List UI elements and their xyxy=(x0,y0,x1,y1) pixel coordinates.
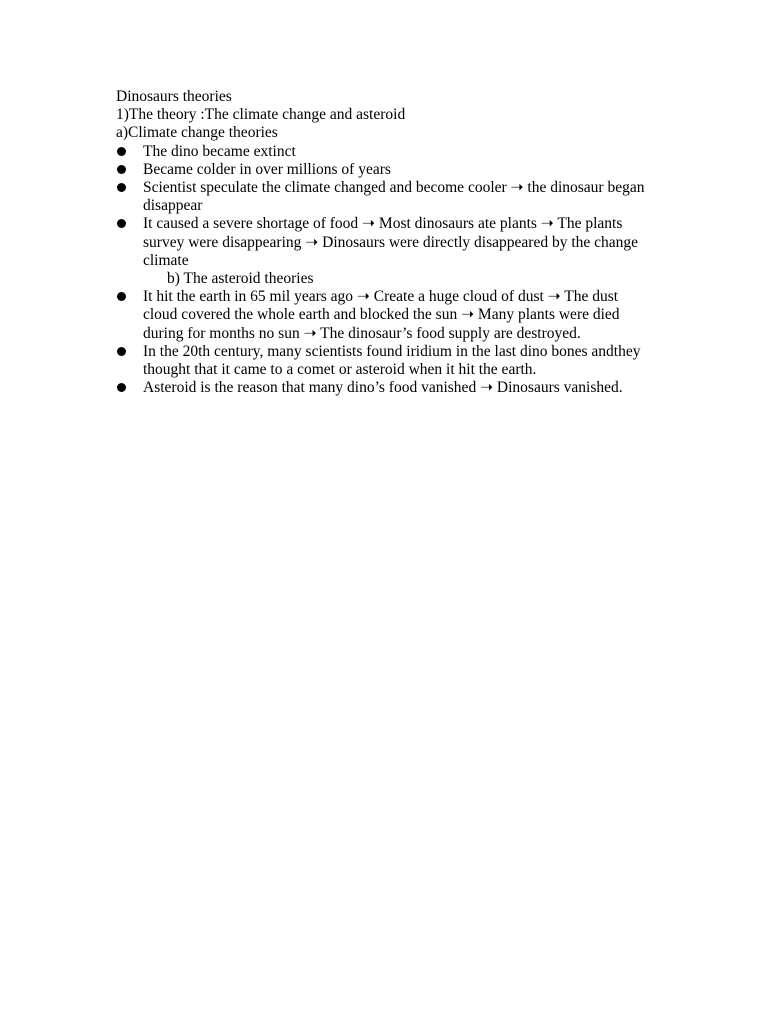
list-item xyxy=(116,379,656,397)
bullet-icon xyxy=(117,183,126,192)
list-item xyxy=(116,179,656,215)
bullet-icon xyxy=(117,165,126,174)
document-title: Dinosaurs theories xyxy=(116,88,232,105)
section-b-heading: b) The asteroid theories xyxy=(167,270,314,288)
list-item xyxy=(116,288,656,343)
list-item xyxy=(116,161,656,179)
bullet-icon xyxy=(117,347,126,356)
bullet-icon xyxy=(117,383,126,392)
list-item xyxy=(116,215,656,270)
theory-line: 1)The theory :The climate change and asteroid xyxy=(116,106,406,124)
list-item xyxy=(116,143,656,161)
list-item-text: Became colder in over millions of years xyxy=(143,160,391,178)
list-item-text: Scientist speculate the climate changed and become cooler ➝ the dinosaur began disappear xyxy=(143,179,645,215)
bullet-icon xyxy=(117,147,126,156)
section-a-heading: a)Climate change theories xyxy=(116,124,278,142)
bullet-icon xyxy=(117,219,126,228)
bullet-icon xyxy=(117,292,126,301)
list-item xyxy=(116,343,656,379)
list-item-text: In the 20th century, many scientists found iridium in the last dino bones andthey thought that it came to a comet or asteroid when it hit the earth. xyxy=(143,342,641,379)
document-content xyxy=(116,88,656,397)
list-item-text: The dino became extinct xyxy=(143,142,296,160)
list-item-text: It hit the earth in 65 mil years ago ➝ Create a huge cloud of dust ➝ The dust cloud covered the whole earth and blocked the sun ➝ Many plants were died during for months no sun ➝ The dinosaur’s food supply are destroyed. xyxy=(143,288,620,342)
list-item-text: It caused a severe shortage of food ➝ Most dinosaurs ate plants ➝ The plants survey were disappearing ➝ Dinosaurs were directly disappeared by the change climate xyxy=(143,215,639,269)
list-item-text: Asteroid is the reason that many dino’s food vanished ➝ Dinosaurs vanished. xyxy=(143,379,623,397)
